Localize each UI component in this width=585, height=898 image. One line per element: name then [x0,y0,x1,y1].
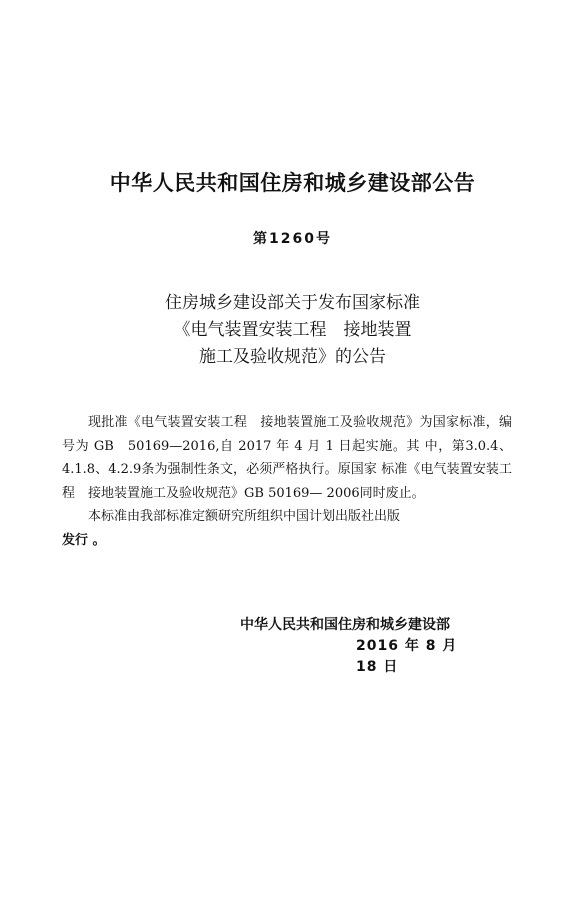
signature-date: 2016 年 8 月 18 日 [356,638,458,675]
announcement-body [62,411,512,552]
announcement-subtitle [0,290,585,371]
announcement-title: 中华人民共和国住房和城乡建设部公告 [109,171,476,195]
subtitle-line: 《电气装置安装工程 接地装置 [173,320,412,340]
signature-organization: 中华人民共和国住房和城乡建设部 [240,617,450,633]
body-paragraph-suffix: 发行 。 [62,532,106,548]
announcement-number: 第1260号 [253,231,332,247]
body-paragraph: 现批准《电气装置安装工程 接地装置施工及验收规范》为国家标准，编号为 GB 50169—2016,自 2017 年 4 月 1 日起实施。其 中，第3.0.4、4.1.8、4.2.9条为强制性条文，必须严格执行。原国家 标准《电气装置安装工程 接地装置施工及验收规范》GB 50169— 2006同时废止。 [62,415,512,501]
subtitle-line: 施工及验收规范》的公告 [199,347,386,367]
body-paragraph [62,505,512,529]
subtitle-line: 住房城乡建设部关于发布国家标准 [165,293,420,313]
signature-block [240,615,480,678]
body-paragraph-text: 本标准由我部标准定额研究所组织中国计划出版社出版 [88,509,401,524]
